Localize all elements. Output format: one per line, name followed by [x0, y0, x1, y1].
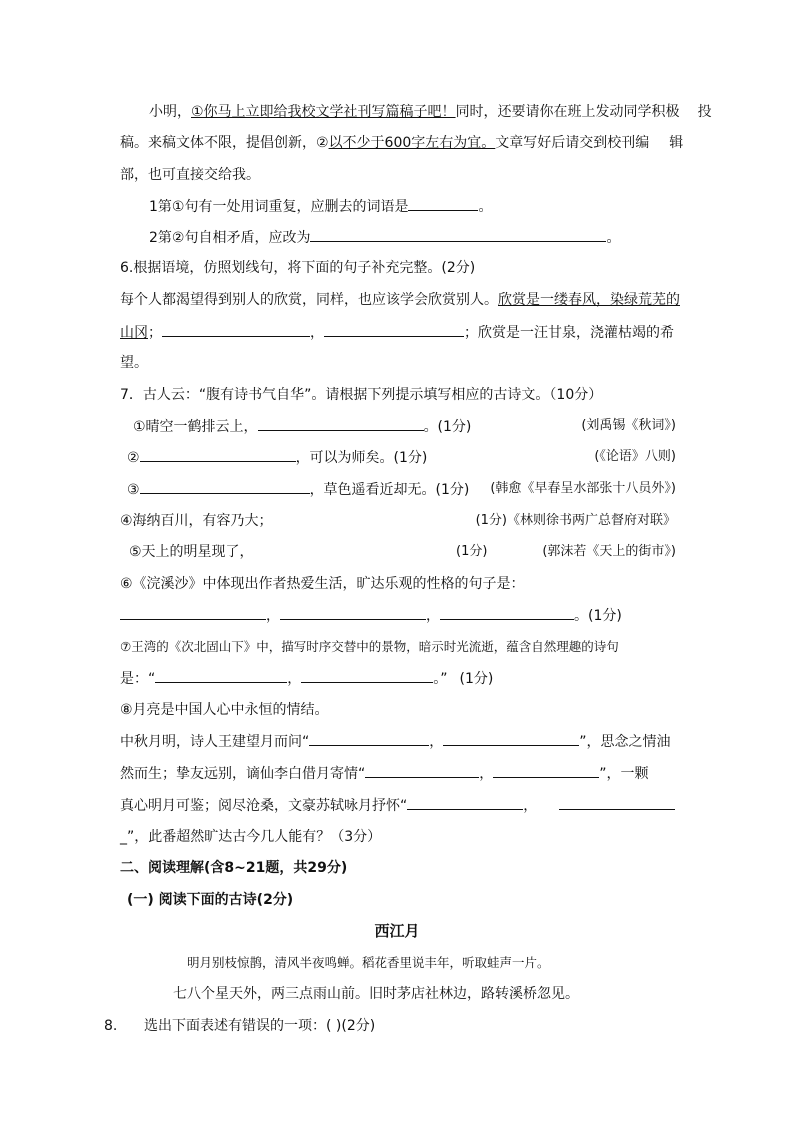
text: 。 — [478, 199, 493, 215]
text: ， — [523, 798, 538, 814]
answer-blank[interactable] — [140, 447, 296, 462]
poem-line-1: 明月别枝惊鹊，清风半夜鸣蝉。稻花香里说丰年，听取蛙声一片。 — [187, 955, 550, 970]
paragraph-line-3: 部，也可直接交给我。 — [120, 167, 260, 183]
text: 2第②句自相矛盾，应改为 — [149, 230, 311, 246]
q7-item-8-line-2 — [120, 763, 649, 784]
answer-blank[interactable] — [140, 479, 310, 494]
q7-item-7-blanks — [120, 668, 493, 689]
text: ”，思念之情油 — [579, 734, 671, 750]
answer-blank[interactable] — [493, 763, 599, 778]
points: (1分) — [459, 671, 494, 687]
answer-blank[interactable] — [365, 763, 479, 778]
answer-blank[interactable] — [301, 668, 433, 683]
q7-item-3-source: (韩愈《早春呈水部张十八员外》) — [490, 481, 676, 496]
text: 同时，还要请你在班上发动同学积极 — [455, 104, 680, 120]
q7-item-7-title: ⑦王湾的《次北固山下》中，描写时序交替中的景物，暗示时光流逝，蕴含自然理趣的诗句 — [120, 639, 619, 654]
question-1 — [149, 196, 492, 217]
text: 中秋月明，诗人王建望月而问“ — [120, 734, 310, 750]
underlined-model-sentence: 山冈 — [120, 325, 148, 341]
text: 每个人都渴望得到别人的欣赏，同样，也应该学会欣赏别人。 — [120, 292, 498, 308]
text: ， — [479, 766, 494, 782]
text: ， — [287, 671, 302, 687]
answer-blank[interactable] — [162, 322, 310, 337]
answer-blank[interactable] — [310, 227, 606, 242]
text: 稿。来稿文体不限，提倡创新，② — [120, 135, 329, 151]
q6-line-3: 望。 — [120, 355, 148, 371]
text: ，草色遥看近却无。(1分) — [309, 482, 470, 498]
text: 真心明月可鉴；阅尽沧桑，文豪苏轼咏月抒怀“ — [120, 798, 408, 814]
text: 。(1分) — [423, 419, 472, 435]
q8-number: 8. — [104, 1018, 118, 1034]
paragraph-line-1 — [149, 102, 712, 122]
q7-item-5-points: (1分) — [456, 544, 488, 559]
text: 。(1分) — [574, 608, 622, 624]
answer-blank[interactable] — [155, 668, 287, 683]
text: ”，此番超然旷达古今几人能有？（3分） — [127, 829, 382, 845]
text: 是：“ — [120, 671, 156, 687]
underlined-model-sentence: 欣赏是一缕春风，染绿荒芜的 — [498, 292, 680, 308]
answer-blank[interactable] — [309, 731, 429, 746]
question-2 — [149, 227, 620, 248]
text: 1第①句有一处用词重复，应删去的词语是 — [149, 199, 409, 215]
q7-item-4: ④海纳百川，有容乃大； — [120, 513, 273, 529]
answer-blank[interactable] — [408, 196, 478, 211]
answer-blank[interactable] — [324, 322, 464, 337]
q7-item-6-blanks — [120, 605, 622, 626]
text: ， — [426, 608, 440, 624]
q7-item-5: ⑤天上的明星现了， — [129, 544, 254, 560]
underlined-sentence-2: 以不少于600字左右为宜。 — [328, 135, 496, 151]
answer-blank[interactable] — [280, 605, 426, 620]
text: 然而生；挚友远别，谪仙李白借月寄情“ — [120, 766, 366, 782]
q7-item-2-source: (《论语》八则) — [594, 449, 676, 464]
q7-item-3 — [127, 479, 469, 500]
q7-item-6-title: ⑥《浣溪沙》中体现出作者热爱生活，旷达乐观的性格的句子是： — [120, 576, 525, 592]
text: 小明， — [149, 104, 191, 120]
answer-blank[interactable] — [120, 605, 266, 620]
q7-item-8-line-3 — [120, 795, 675, 816]
answer-blank[interactable] — [258, 416, 424, 431]
text: ； — [148, 325, 162, 341]
text: ”，一颗 — [599, 766, 649, 782]
text: ，可以为师矣。(1分) — [295, 450, 428, 466]
text: _ — [120, 829, 127, 845]
q8-text: 选出下面表述有错误的一项：( )(2分) — [144, 1018, 376, 1034]
q7-item-8-title: ⑧月亮是中国人心中永恒的情结。 — [120, 702, 329, 718]
q6-line-2 — [120, 322, 674, 343]
q7-item-5-source: (郭沫若《天上的街市》) — [542, 544, 676, 559]
q7-item-8-line-1 — [120, 731, 671, 752]
text: 辑 — [669, 135, 684, 151]
answer-blank[interactable] — [559, 795, 675, 810]
section-2-subtitle: (一) 阅读下面的古诗(2分) — [127, 892, 294, 908]
q6-line-1 — [120, 290, 680, 310]
text: ， — [429, 734, 444, 750]
poem-title: 西江月 — [374, 922, 420, 940]
text: 。 — [606, 230, 621, 246]
text: ， — [310, 325, 324, 341]
q6-title: 6.根据语境，仿照划线句，将下面的句子补充完整。(2分) — [120, 260, 476, 276]
q7-item-4-source: (1分)《林则徐书两广总督府对联》 — [475, 513, 676, 528]
text: ；欣赏是一汪甘泉，浇灌枯竭的希 — [464, 325, 674, 341]
q7-item-1-source: (刘禹锡《秋词》) — [581, 418, 676, 433]
answer-blank[interactable] — [440, 605, 574, 620]
text: ③ — [127, 482, 140, 498]
text: 文章写好后请交到校刊编 — [495, 135, 650, 151]
paragraph-line-2 — [120, 133, 683, 153]
text: ①晴空一鹤排云上， — [133, 419, 258, 435]
q7-item-1 — [133, 416, 471, 437]
text: ② — [127, 450, 140, 466]
answer-blank[interactable] — [443, 731, 579, 746]
answer-blank[interactable] — [407, 795, 523, 810]
text: 投 — [697, 104, 712, 120]
q7-title: 7．古人云：“腹有诗书气自华”。请根据下列提示填写相应的古诗文。（10分） — [120, 387, 603, 403]
underlined-sentence-1: ①你马上立即给我校文学社刊写篇稿子吧！ — [191, 104, 456, 120]
text: ， — [266, 608, 280, 624]
poem-line-2: 七八个星天外，两三点雨山前。旧时茅店社林边，路转溪桥忽见。 — [173, 986, 579, 1002]
section-2-title: 二、阅读理解(含8~21题，共29分) — [120, 860, 348, 876]
text: 。” — [433, 671, 448, 687]
q7-item-2 — [127, 447, 427, 468]
q7-item-8-line-4 — [120, 827, 381, 847]
